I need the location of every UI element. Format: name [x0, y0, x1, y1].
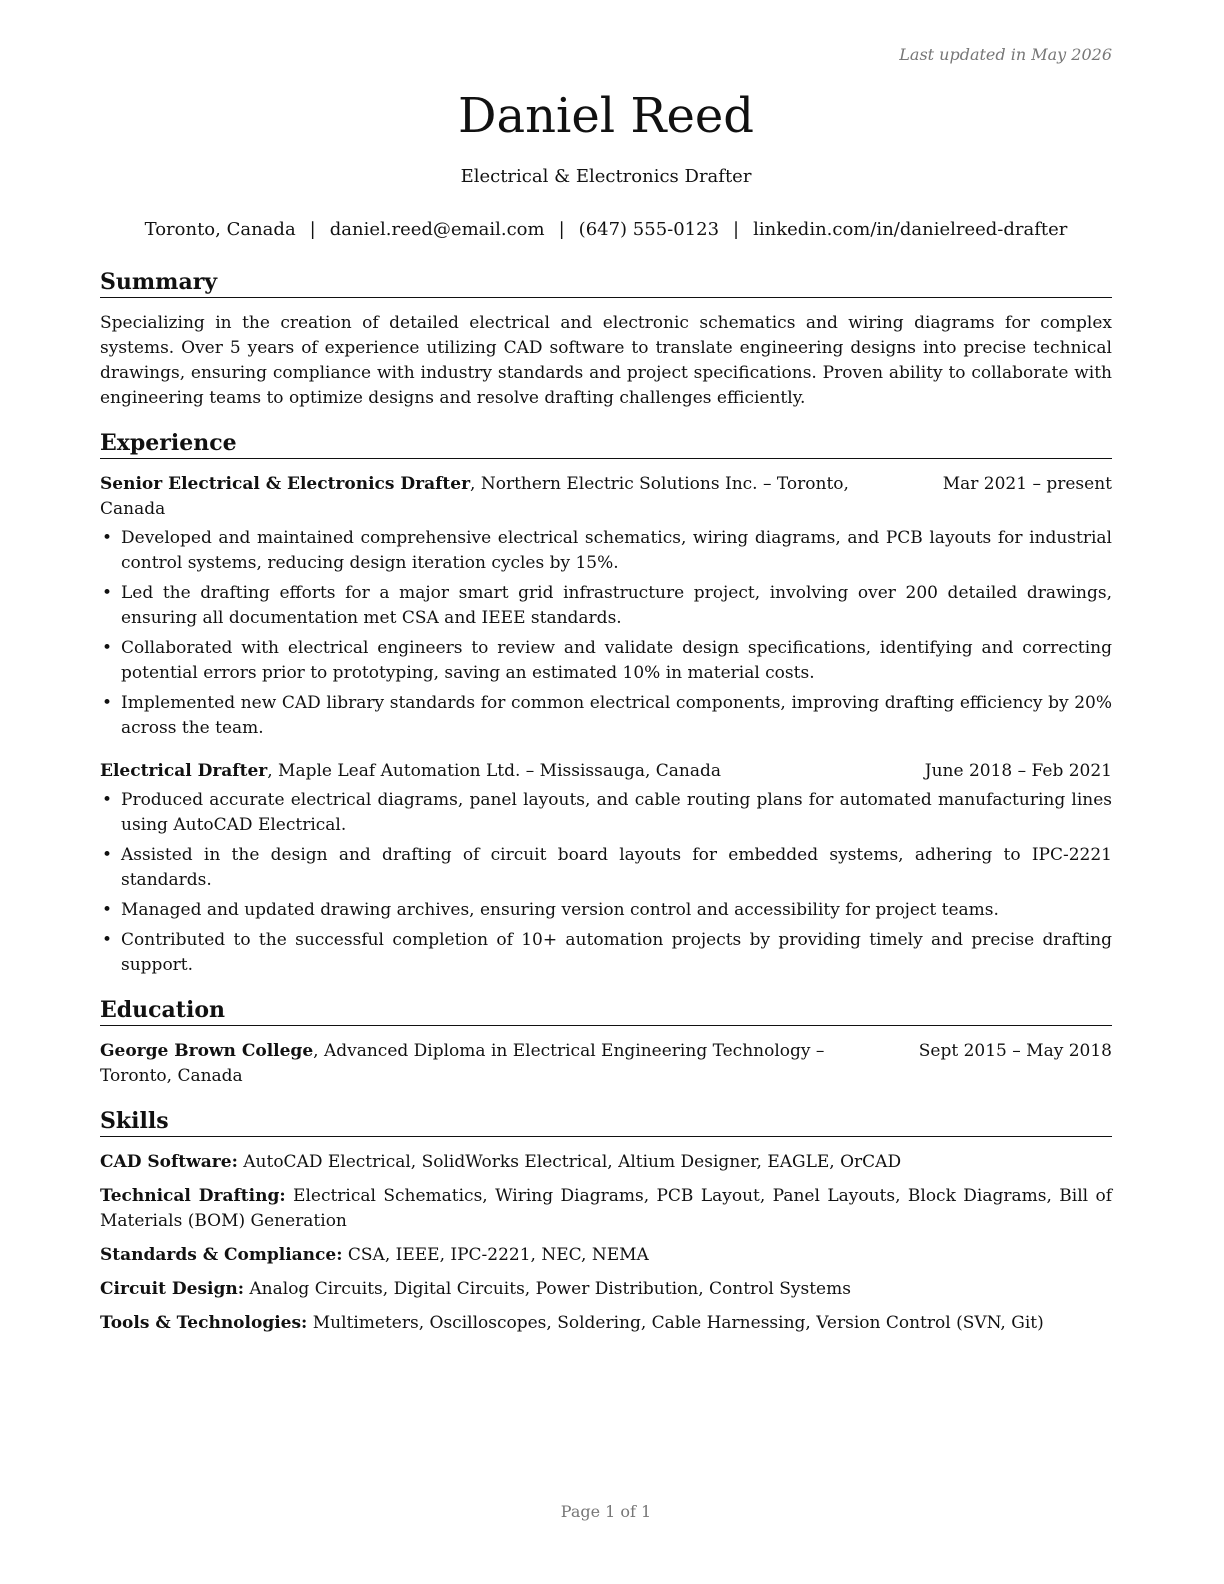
skill-row: [100, 1184, 1112, 1234]
experience-entry-header: [100, 759, 1112, 784]
contact-separator: |: [558, 219, 565, 240]
skill-value: Multimeters, Oscilloscopes, Soldering, Cable Harnessing, Version Control (SVN, Git): [307, 1313, 1044, 1333]
skill-value: AutoCAD Electrical, SolidWorks Electrical, Altium Designer, EAGLE, OrCAD: [237, 1152, 902, 1172]
job-bullet: • Managed and updated drawing archives, ensuring version control and accessibility for project teams.: [100, 898, 1112, 923]
skill-value: Analog Circuits, Digital Circuits, Power Distribution, Control Systems: [244, 1279, 851, 1299]
job-bullet-list: [100, 526, 1112, 741]
job-bullet: • Implemented new CAD library standards for common electrical components, improving drafting efficiency by 20% across the team.: [100, 691, 1112, 741]
education-entry: [100, 1039, 1112, 1089]
summary-text: Specializing in the creation of detailed electrical and electronic schematics and wiring diagrams for complex systems. Over 5 years of experience utilizing CAD software to translate engineering designs into precise technical drawings, ensuring compliance with industry standards and project specifications. Proven ability to collaborate with engineering teams to optimize designs and resolve drafting challenges efficiently.: [100, 313, 1112, 408]
job-bullet: • Collaborated with electrical engineers to review and validate design specifications, identifying and correcting potential errors prior to prototyping, saving an estimated 10% in material costs.: [100, 636, 1112, 686]
candidate-headline: Electrical & Electronics Drafter: [460, 166, 752, 187]
section-title-education: Education: [100, 996, 1112, 1026]
education-detail: , Advanced Diploma in Electrical Engineering Technology – Toronto, Canada: [100, 1041, 825, 1086]
skill-label: Tools & Technologies:: [100, 1313, 308, 1333]
section-title-summary: Summary: [100, 268, 1112, 298]
job-dates: June 2018 – Feb 2021: [924, 761, 1112, 781]
skill-row: [100, 1311, 1112, 1336]
contact-phone[interactable]: (647) 555-0123: [578, 219, 720, 240]
job-role: Senior Electrical & Electronics Drafter: [100, 474, 471, 494]
job-bullet: • Produced accurate electrical diagrams, panel layouts, and cable routing plans for automated manufacturing lines using AutoCAD Electrical.: [100, 788, 1112, 838]
job-dates: Mar 2021 – present: [942, 474, 1112, 494]
skill-value: CSA, IEEE, IPC-2221, NEC, NEMA: [342, 1245, 649, 1265]
section-title-experience: Experience: [100, 429, 1112, 459]
job-bullet-list: [100, 788, 1112, 978]
contact-separator: |: [309, 219, 316, 240]
skill-row: [100, 1243, 1112, 1268]
contact-line: [100, 219, 1112, 240]
skill-label: Standards & Compliance:: [100, 1245, 343, 1265]
job-bullet: • Led the drafting efforts for a major smart grid infrastructure project, involving over 200 detailed drawings, ensuring all documentation met CSA and IEEE standards.: [100, 581, 1112, 631]
last-updated-note: Last updated in May 2026: [899, 45, 1112, 64]
resume-page: [100, 0, 1112, 1584]
contact-location: Toronto, Canada: [144, 219, 296, 240]
contact-email[interactable]: daniel.reed@email.com: [329, 219, 545, 240]
page-number-footer: Page 1 of 1: [560, 1502, 652, 1521]
job-organization: , Northern Electric Solutions Inc. – Toronto, Canada: [100, 474, 849, 519]
contact-separator: |: [733, 219, 740, 240]
job-bullet: • Developed and maintained comprehensive electrical schematics, wiring diagrams, and PCB layouts for industrial control systems, reducing design iteration cycles by 15%.: [100, 526, 1112, 576]
experience-entry-header: [100, 472, 1112, 522]
section-title-skills: Skills: [100, 1107, 1112, 1137]
candidate-name: Daniel Reed: [457, 88, 755, 144]
contact-linkedin[interactable]: linkedin.com/in/danielreed-drafter: [753, 219, 1068, 240]
skill-row: [100, 1150, 1112, 1175]
job-role: Electrical Drafter: [100, 761, 268, 781]
education-dates: Sept 2015 – May 2018: [918, 1041, 1112, 1061]
skill-label: CAD Software:: [100, 1152, 238, 1172]
job-organization: , Maple Leaf Automation Ltd. – Mississauga, Canada: [267, 761, 722, 781]
resume-content: [100, 268, 1112, 1345]
experience-entry: [100, 472, 1112, 741]
job-bullet: • Contributed to the successful completion of 10+ automation projects by providing timely and precise drafting support.: [100, 928, 1112, 978]
skill-label: Circuit Design:: [100, 1279, 244, 1299]
school-name: George Brown College: [100, 1041, 314, 1061]
job-bullet: • Assisted in the design and drafting of circuit board layouts for embedded systems, adhering to IPC-2221 standards.: [100, 843, 1112, 893]
skill-value: Electrical Schematics, Wiring Diagrams, PCB Layout, Panel Layouts, Block Diagrams, Bill of Materials (BOM) Generation: [100, 1186, 1112, 1231]
experience-entry: [100, 759, 1112, 978]
skill-row: [100, 1277, 1112, 1302]
skill-label: Technical Drafting:: [100, 1186, 286, 1206]
